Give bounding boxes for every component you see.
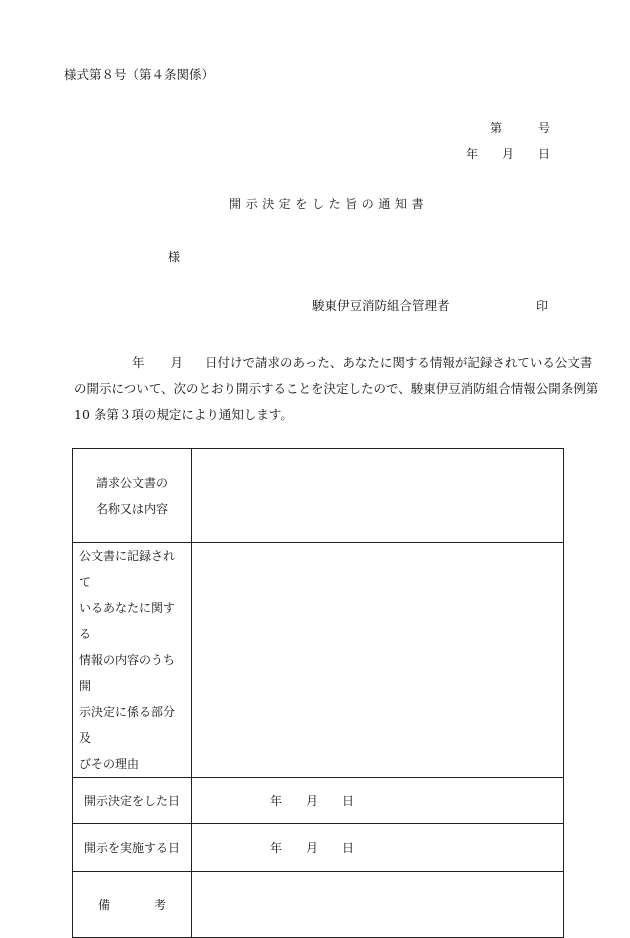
body-line-1-text: 日付けで請求のあった、あなたに関する情報が記録されている公文書 (205, 355, 593, 370)
notice-table (72, 448, 564, 938)
notice-body (74, 350, 599, 428)
decision-date-year: 年 (270, 794, 283, 808)
label-disclosed-part-line-4: 示決定に係る部分及 (79, 705, 176, 745)
label-disclosed-part (73, 543, 192, 778)
label-remarks-char-1: 備 (97, 898, 110, 912)
decision-date-month: 月 (306, 794, 319, 808)
document-number-label: 第 (490, 121, 503, 135)
issuer-name: 駿東伊豆消防組合管理者 (312, 298, 450, 313)
label-disclosed-part-line-1: 公文書に記録されて (79, 549, 176, 589)
addressee-suffix: 様 (168, 250, 181, 264)
value-document-name[interactable] (192, 449, 564, 543)
value-remarks[interactable] (192, 872, 564, 938)
table-row-implementation-date (73, 824, 564, 872)
body-line-2: の開示について、次のとおり開示することを決定したので、駿東伊豆消防組合情報公開条例第 (74, 381, 599, 396)
label-decision-date: 開示決定をした日 (73, 778, 192, 824)
label-disclosed-part-line-3: 情報の内容のうち開 (79, 653, 176, 693)
value-disclosed-part[interactable] (192, 543, 564, 778)
table-row-remarks (73, 872, 564, 938)
label-remarks-char-2: 考 (154, 898, 167, 912)
label-document-name-line-2: 名称又は内容 (95, 501, 168, 516)
body-year: 年 (132, 355, 145, 370)
label-document-name-line-1: 請求公文書の (95, 475, 168, 490)
value-decision-date[interactable] (192, 778, 564, 824)
table-row-decision-date (73, 778, 564, 824)
implementation-date-month: 月 (306, 841, 319, 855)
label-disclosed-part-line-2: いるあなたに関する (79, 601, 176, 641)
label-implementation-date: 開示を実施する日 (73, 824, 192, 872)
form-number: 様式第８号（第４条関係） (64, 67, 215, 82)
issue-date-day: 日 (538, 147, 551, 161)
decision-date-day: 日 (342, 794, 355, 808)
label-document-name (73, 449, 192, 543)
issue-date-month: 月 (502, 147, 515, 161)
implementation-date-day: 日 (342, 841, 355, 855)
document-title: 開示決定をした旨の通知書 (229, 197, 429, 211)
table-row-disclosed-part (73, 543, 564, 778)
body-line-1 (74, 350, 593, 376)
document-number-suffix: 号 (538, 121, 551, 135)
body-line-3: 10 条第３項の規定により通知します。 (74, 407, 293, 422)
table-row-document-name (73, 449, 564, 543)
label-remarks (73, 872, 192, 938)
implementation-date-year: 年 (270, 841, 283, 855)
value-implementation-date[interactable] (192, 824, 564, 872)
issue-date-year: 年 (466, 147, 479, 161)
seal-mark: 印 (536, 299, 549, 313)
body-month: 月 (170, 355, 184, 370)
label-disclosed-part-line-5: びその理由 (79, 757, 140, 771)
